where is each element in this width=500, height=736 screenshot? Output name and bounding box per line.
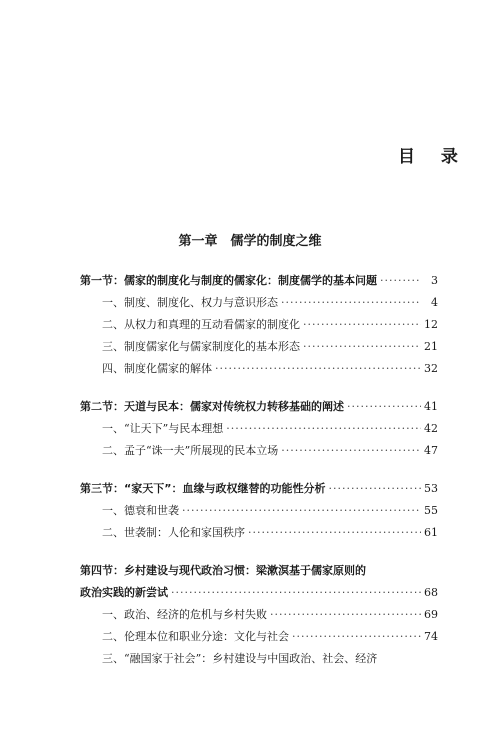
dot-leader — [281, 440, 421, 462]
dot-leader — [292, 626, 421, 648]
toc-item[interactable] — [80, 314, 438, 336]
item-label: 一、“让天下”与民本理想 — [102, 422, 224, 435]
dot-leader — [281, 292, 421, 314]
page-number: 42 — [424, 422, 438, 435]
item-label: 三、“融国家于社会”：乡村建设与中国政治、社会、经济 — [102, 652, 378, 665]
page-number: 12 — [424, 318, 438, 331]
toc-entries — [80, 270, 438, 670]
toc-section-4-cont[interactable] — [80, 582, 438, 604]
section-label-continued: 政治实践的新尝试 — [80, 586, 168, 599]
page-number: 69 — [424, 608, 438, 621]
toc-item[interactable] — [80, 500, 438, 522]
section-label: 第四节：乡村建设与现代政治习惯：梁漱溟基于儒家原则的 — [80, 564, 366, 577]
page-number: 53 — [424, 482, 438, 495]
page-number: 68 — [424, 586, 438, 599]
section-label: 第三节：“家天下”：血缘与政权继替的功能性分析 — [80, 482, 326, 495]
item-label: 二、伦理本位和职业分途：文化与社会 — [102, 630, 289, 643]
item-label: 三、制度儒家化与儒家制度化的基本形态 — [102, 340, 300, 353]
page-number: 3 — [431, 274, 438, 287]
toc-item[interactable] — [80, 358, 438, 380]
section-label: 第二节：天道与民本：儒家对传统权力转移基础的阐述 — [80, 400, 344, 413]
item-label: 一、制度、制度化、权力与意识形态 — [102, 296, 278, 309]
dot-leader — [380, 270, 421, 292]
item-label: 一、政治、经济的危机与乡村失败 — [102, 608, 267, 621]
dot-leader — [215, 358, 421, 380]
toc-item[interactable] — [80, 626, 438, 648]
dot-leader — [303, 314, 421, 336]
toc-item[interactable] — [80, 336, 438, 358]
item-label: 二、孟子“诛一夫”所展现的民本立场 — [102, 444, 279, 457]
section-gap — [80, 544, 438, 560]
chapter-title: 第一章 儒学的制度之维 — [178, 234, 322, 249]
toc-item[interactable] — [80, 604, 438, 626]
toc-item[interactable] — [80, 418, 438, 440]
dot-leader — [226, 418, 421, 440]
dot-leader — [303, 336, 421, 358]
dot-leader — [171, 582, 421, 604]
item-label: 四、制度化儒家的解体 — [102, 362, 212, 375]
page-number: 32 — [424, 362, 438, 375]
section-label: 第一节：儒家的制度化与制度的儒家化：制度儒学的基本问题 — [80, 274, 377, 287]
dot-leader — [182, 500, 421, 522]
dot-leader — [347, 396, 421, 418]
page-number: 47 — [424, 444, 438, 457]
item-label: 二、从权力和真理的互动看儒家的制度化 — [102, 318, 300, 331]
toc-item[interactable] — [80, 648, 438, 670]
section-gap — [80, 380, 438, 396]
section-gap — [80, 462, 438, 478]
dot-leader — [248, 522, 421, 544]
toc-item[interactable] — [80, 292, 438, 314]
toc-section-4[interactable] — [80, 560, 438, 582]
toc-title: 目 录 — [398, 147, 468, 167]
dot-leader — [270, 604, 421, 626]
dot-leader — [328, 478, 421, 500]
page-number: 61 — [424, 526, 438, 539]
toc-item[interactable] — [80, 440, 438, 462]
item-label: 一、德衰和世袭 — [102, 504, 179, 517]
page-number: 74 — [424, 630, 438, 643]
page-number: 21 — [424, 340, 438, 353]
toc-item[interactable] — [80, 522, 438, 544]
toc-section-2[interactable] — [80, 396, 438, 418]
page-number: 4 — [431, 296, 438, 309]
page-number: 55 — [424, 504, 438, 517]
item-label: 二、世袭制：人伦和家国秩序 — [102, 526, 245, 539]
toc-section-3[interactable] — [80, 478, 438, 500]
toc-section-1[interactable] — [80, 270, 438, 292]
page-number: 41 — [424, 400, 438, 413]
